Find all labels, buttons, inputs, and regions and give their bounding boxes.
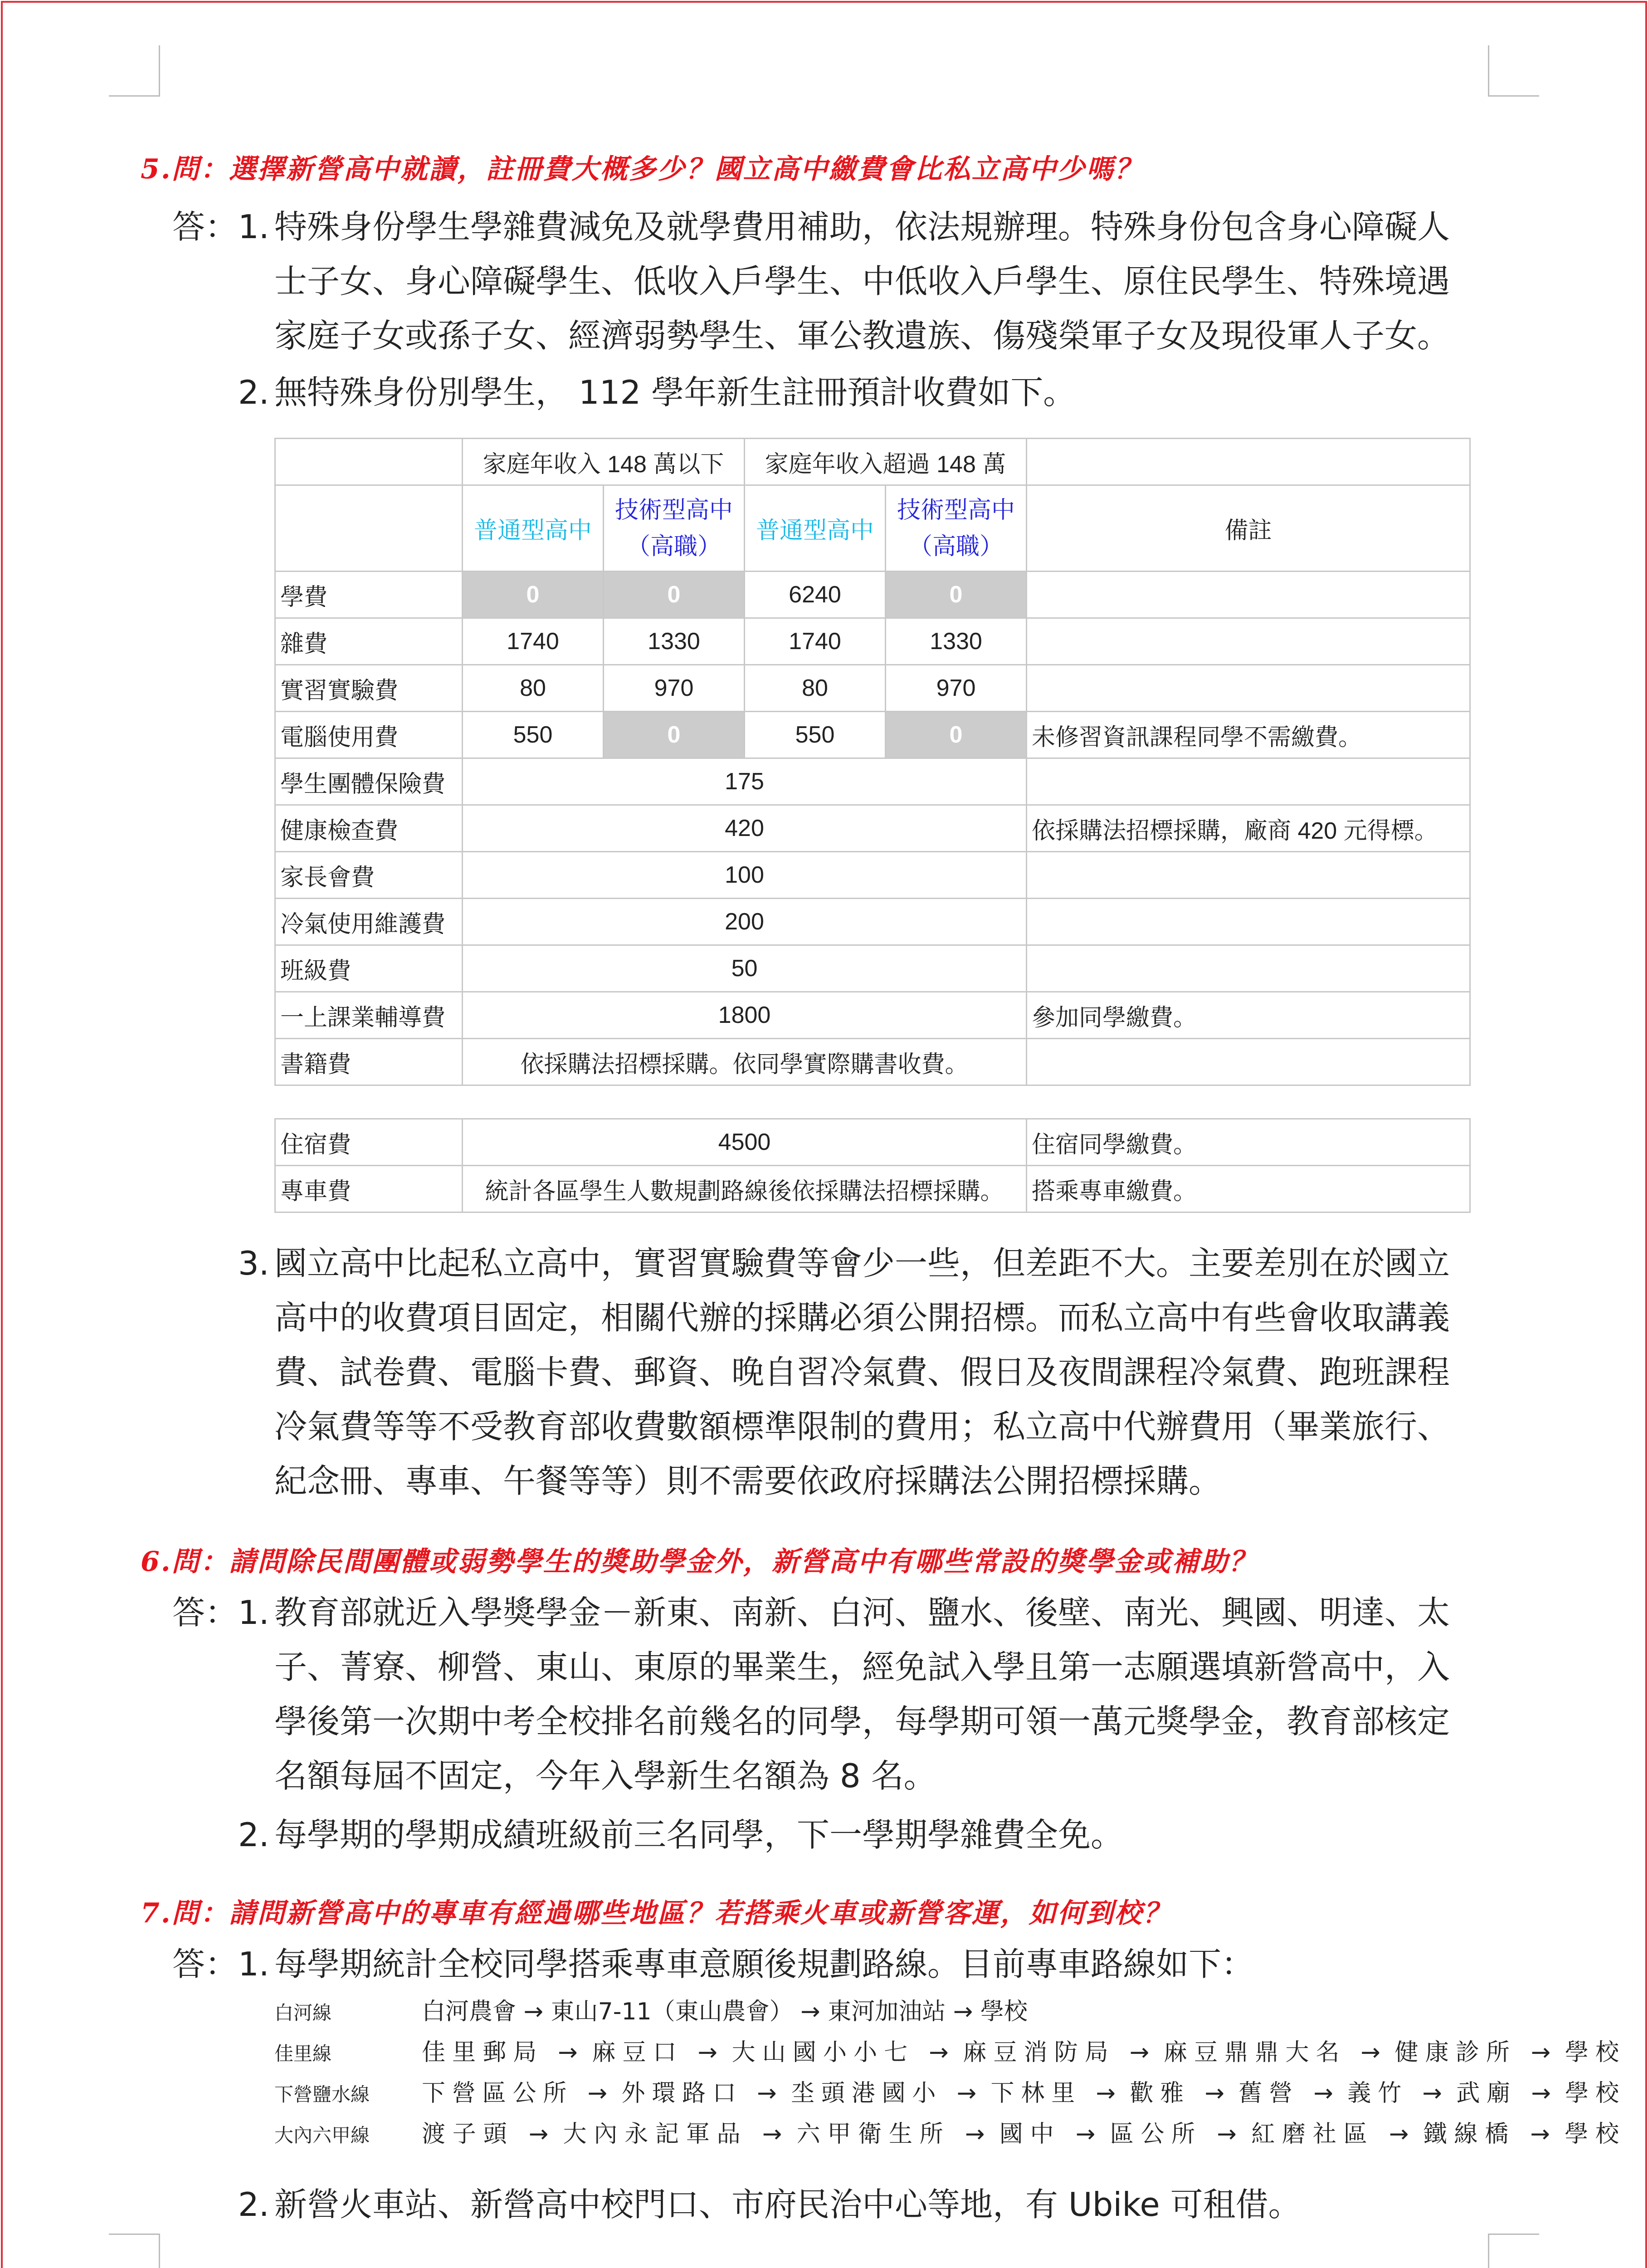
- fee-note: [1027, 665, 1470, 712]
- item-number: 1.: [238, 208, 269, 246]
- fee-value: 175: [463, 758, 1027, 805]
- table-row: [275, 665, 1470, 712]
- question-6: 6.問：請問除民間團體或弱勢學生的獎助學金外，新營高中有哪些常設的獎學金或補助？: [141, 1546, 1258, 1578]
- crop-mark-bottom-left: [109, 2234, 160, 2268]
- fee-note: [1027, 1039, 1470, 1085]
- crop-mark-top-left: [109, 45, 160, 97]
- fee-note: [1027, 899, 1470, 945]
- col-general-high-school: 普通型高中: [745, 485, 886, 572]
- col-technical-high-school: [886, 485, 1027, 572]
- table-row: [275, 572, 1470, 618]
- item-number: 1.: [238, 1945, 269, 1983]
- answer-text: 冷氣費等等不受教育部收費數額標準限制的費用；私立高中代辦費用（畢業旅行、: [274, 1408, 1450, 1446]
- fee-value: 0: [604, 712, 745, 758]
- fee-label: 學費: [275, 572, 463, 618]
- income-group-high: 家庭年收入超過 148 萬: [745, 439, 1027, 485]
- tech-label-line2: （高職）: [626, 533, 721, 560]
- col-general-high-school: 普通型高中: [463, 485, 604, 572]
- route-name: 白河線: [274, 2002, 332, 2024]
- col-note: 備註: [1027, 485, 1470, 572]
- question-5: 5.問：選擇新營高中就讀，註冊費大概多少？國立高中繳費會比私立高中少嗎？: [141, 153, 1143, 185]
- header-empty-cell: [275, 439, 463, 485]
- fee-note: 依採購法招標採購，廠商 420 元得標。: [1027, 805, 1470, 852]
- fee-value: 1800: [463, 992, 1027, 1039]
- fee-value: 1330: [886, 618, 1027, 665]
- table-row: [275, 712, 1470, 758]
- fee-value: 1740: [745, 618, 886, 665]
- answer-label: 答：: [172, 1945, 238, 1983]
- answer-text: 每學期統計全校同學搭乘專車意願後規劃路線。目前專車路線如下：: [274, 1945, 1254, 1983]
- answer-text: 無特殊身份別學生， 112 學年新生註冊預計收費如下。: [274, 373, 1076, 411]
- table-row: [275, 1166, 1470, 1212]
- fee-table: [274, 438, 1471, 1086]
- fee-value: 4500: [463, 1119, 1027, 1166]
- answer-text: 新營火車站、新營高中校門口、市府民治中心等地，有 Ubike 可租借。: [274, 2185, 1301, 2224]
- fee-label: 學生團體保險費: [275, 758, 463, 805]
- fee-value: 550: [745, 712, 886, 758]
- table-row: [275, 852, 1470, 899]
- fee-note: [1027, 758, 1470, 805]
- route-stops: 下營區公所 → 外環路口 → 坔頭港國小 → 下林里 → 歡雅 → 舊營 → 義竹 → 武廟 → 學校: [422, 2080, 1619, 2107]
- route-stops: 渡子頭 → 大內永記軍品 → 六甲衛生所 → 國中 → 區公所 → 紅磨社區 → 鐵線橋 → 學校: [422, 2121, 1619, 2148]
- fee-value: 0: [886, 712, 1027, 758]
- fee-value: 0: [604, 572, 745, 618]
- table-row: [275, 992, 1470, 1039]
- item-number: 3.: [238, 1244, 269, 1282]
- fee-label: 冷氣使用維護費: [275, 899, 463, 945]
- table-row: [275, 899, 1470, 945]
- crop-mark-bottom-right: [1488, 2234, 1539, 2268]
- tech-label-line2: （高職）: [908, 533, 1003, 560]
- bus-route: [274, 1991, 1028, 2033]
- header-empty-cell: [1027, 439, 1470, 485]
- tech-label-line1: 技術型高中: [614, 497, 733, 523]
- fee-note: 未修習資訊課程同學不需繳費。: [1027, 712, 1470, 758]
- bus-route: [274, 2114, 1619, 2156]
- answer-text: 教育部就近入學獎學金－新東、南新、白河、鹽水、後壁、南光、興國、明達、太: [274, 1593, 1450, 1632]
- table-row: [275, 945, 1470, 992]
- route-stops: 白河農會 → 東山7-11（東山農會） → 東河加油站 → 學校: [422, 1998, 1028, 2025]
- item-number: 2.: [238, 373, 269, 411]
- fee-note: 參加同學繳費。: [1027, 992, 1470, 1039]
- fee-note: [1027, 945, 1470, 992]
- table-row: [275, 1039, 1470, 1085]
- route-name: 下營鹽水線: [274, 2083, 370, 2106]
- fee-value: 依採購法招標採購。依同學實際購書收費。: [463, 1039, 1027, 1085]
- fee-note: 住宿同學繳費。: [1027, 1119, 1470, 1166]
- table-row: [275, 1119, 1470, 1166]
- answer-text: 特殊身份學生學雜費減免及就學費用補助，依法規辦理。特殊身份包含身心障礙人: [274, 208, 1450, 246]
- question-7: 7.問：請問新營高中的專車有經過哪些地區？若搭乘火車或新營客運，如何到校？: [141, 1897, 1172, 1929]
- route-name: 佳里線: [274, 2043, 332, 2065]
- fee-label: 電腦使用費: [275, 712, 463, 758]
- answer-label: 答：: [172, 1593, 238, 1632]
- table-row: [275, 758, 1470, 805]
- fee-label: 實習實驗費: [275, 665, 463, 712]
- fee-value: 6240: [745, 572, 886, 618]
- answer-text: 家庭子女或孫子女、經濟弱勢學生、軍公教遺族、傷殘榮軍子女及現役軍人子女。: [274, 317, 1450, 355]
- fee-label: 一上課業輔導費: [275, 992, 463, 1039]
- fee-value: 80: [745, 665, 886, 712]
- fee-label: 班級費: [275, 945, 463, 992]
- crop-mark-top-right: [1488, 45, 1539, 97]
- answer-text: 紀念冊、專車、午餐等等）則不需要依政府採購法公開招標採購。: [274, 1462, 1222, 1500]
- header-empty-cell: [275, 485, 463, 572]
- fee-label: 書籍費: [275, 1039, 463, 1085]
- fee-note: 搭乘專車繳費。: [1027, 1166, 1470, 1212]
- route-name: 大內六甲線: [274, 2124, 370, 2146]
- item-number: 1.: [238, 1593, 269, 1632]
- item-number: 2.: [238, 2185, 269, 2224]
- fee-value: 970: [604, 665, 745, 712]
- fee-value: 100: [463, 852, 1027, 899]
- fee-note: [1027, 572, 1470, 618]
- bus-route: [274, 2032, 1619, 2074]
- fee-value: 0: [886, 572, 1027, 618]
- income-group-low: 家庭年收入 148 萬以下: [463, 439, 745, 485]
- table-header-row: [275, 439, 1470, 485]
- fee-value: 1740: [463, 618, 604, 665]
- fee-label: 雜費: [275, 618, 463, 665]
- col-technical-high-school: [604, 485, 745, 572]
- fee-value: 80: [463, 665, 604, 712]
- table-row: [275, 618, 1470, 665]
- fee-label: 專車費: [275, 1166, 463, 1212]
- answer-text: 國立高中比起私立高中，實習實驗費等會少一些，但差距不大。主要差別在於國立: [274, 1244, 1450, 1282]
- answer-text: 每學期的學期成績班級前三名同學，下一學期學雜費全免。: [274, 1816, 1124, 1854]
- extra-fee-table: [274, 1118, 1471, 1213]
- fee-label: 健康檢查費: [275, 805, 463, 852]
- item-number: 2.: [238, 1816, 269, 1854]
- table-header-row: [275, 485, 1470, 572]
- fee-value: 420: [463, 805, 1027, 852]
- answer-text: 費、試卷費、電腦卡費、郵資、晚自習冷氣費、假日及夜間課程冷氣費、跑班課程: [274, 1353, 1450, 1391]
- answer-text: 子、菁寮、柳營、東山、東原的畢業生，經免試入學且第一志願選填新營高中，入: [274, 1648, 1450, 1686]
- fee-value: 970: [886, 665, 1027, 712]
- fee-value: 200: [463, 899, 1027, 945]
- answer-text: 學後第一次期中考全校排名前幾名的同學，每學期可領一萬元獎學金，教育部核定: [274, 1702, 1450, 1740]
- answer-label: 答：: [172, 208, 238, 246]
- bus-route: [274, 2073, 1619, 2115]
- fee-value: 550: [463, 712, 604, 758]
- fee-label: 住宿費: [275, 1119, 463, 1166]
- fee-label: 家長會費: [275, 852, 463, 899]
- fee-value: 1330: [604, 618, 745, 665]
- route-stops: 佳里郵局 → 麻豆口 → 大山國小小七 → 麻豆消防局 → 麻豆鼎鼎大名 → 健康診所 → 學校: [422, 2039, 1619, 2066]
- fee-note: [1027, 618, 1470, 665]
- answer-text: 士子女、身心障礙學生、低收入戶學生、中低收入戶學生、原住民學生、特殊境遇: [274, 262, 1450, 300]
- answer-text: 名額每屆不固定，今年入學新生名額為 8 名。: [274, 1757, 936, 1795]
- answer-text: 高中的收費項目固定，相關代辦的採購必須公開招標。而私立高中有些會收取講義: [274, 1299, 1450, 1337]
- fee-value: 統計各區學生人數規劃路線後依採購法招標採購。: [463, 1166, 1027, 1212]
- fee-note: [1027, 852, 1470, 899]
- fee-value: 50: [463, 945, 1027, 992]
- tech-label-line1: 技術型高中: [897, 497, 1015, 523]
- table-row: [275, 805, 1470, 852]
- fee-value: 0: [463, 572, 604, 618]
